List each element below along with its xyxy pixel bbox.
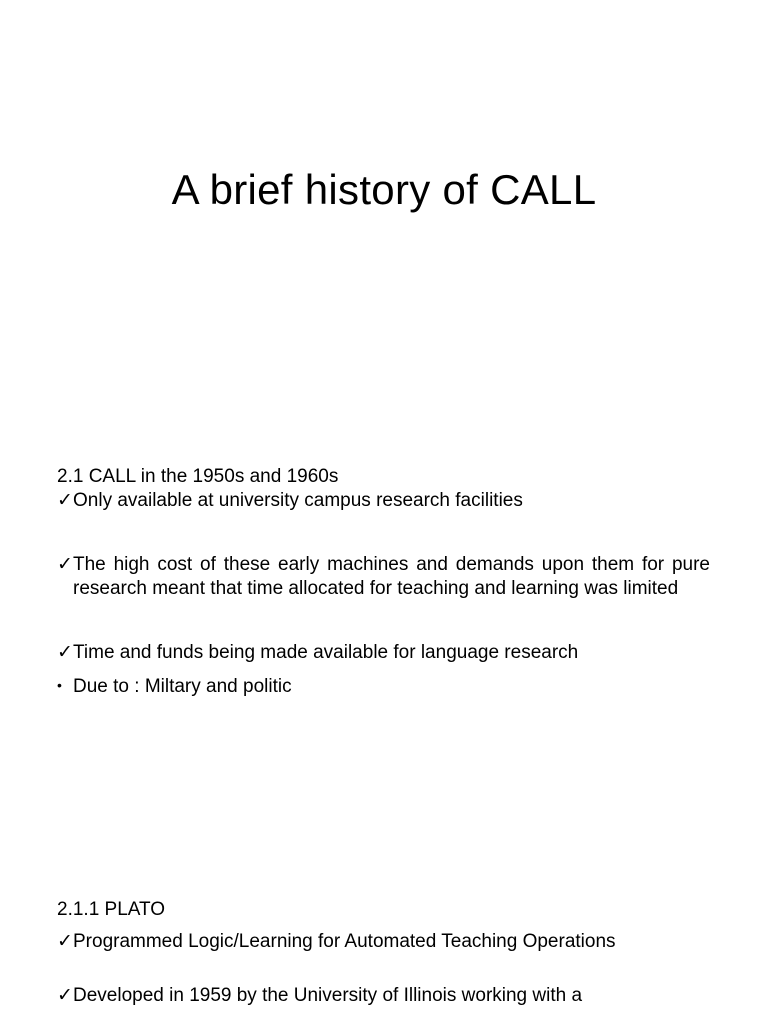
section-heading: 2.1.1 PLATO [57, 899, 166, 920]
list-item [57, 984, 710, 1008]
checkmark-icon: ✓ [57, 985, 73, 1006]
checkmark-icon: ✓ [57, 931, 73, 952]
list-item-text: Due to : Miltary and politic [73, 676, 292, 697]
checkmark-icon: ✓ [57, 490, 73, 511]
checkmark-icon: ✓ [57, 554, 73, 575]
list-item [57, 553, 710, 601]
list-item [57, 930, 710, 954]
list-item-text: Only available at university campus research facilities [73, 490, 523, 511]
section-call-1950s-1960s [57, 465, 710, 699]
list-item [57, 641, 710, 665]
list-item-text: Developed in 1959 by the University of Illinois working with a [73, 985, 583, 1006]
list-item [57, 489, 710, 513]
section-heading: 2.1 CALL in the 1950s and 1960s [57, 466, 339, 487]
bullet-icon: • [57, 677, 62, 693]
slide-title: A brief history of CALL [171, 166, 597, 213]
list-item-text: Programmed Logic/Learning for Automated Teaching Operations [73, 931, 616, 952]
list-item-text: Time and funds being made available for language research [73, 642, 579, 663]
checkmark-icon: ✓ [57, 642, 73, 663]
section-plato [57, 898, 710, 1008]
list-item [57, 673, 710, 699]
list-item-text: The high cost of these early machines and demands upon them for pure research meant that time allocated for teaching and learning was limited [73, 554, 710, 599]
